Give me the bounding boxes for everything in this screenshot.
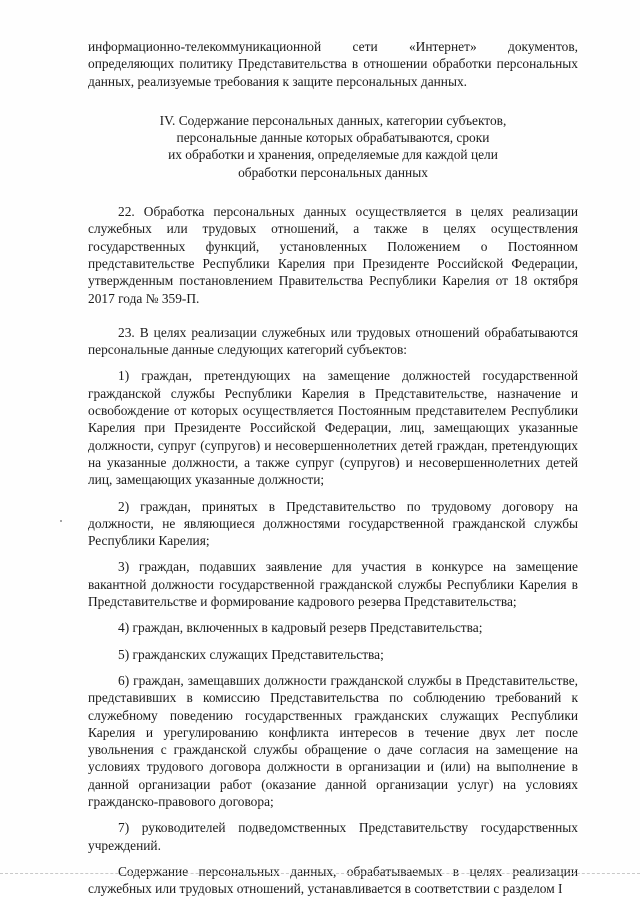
scan-speck: [60, 520, 62, 522]
heading-line: их обработки и хранения, определяемые для каждой цели: [168, 147, 498, 163]
scan-bottom-edge: [0, 873, 640, 874]
section-heading: [108, 112, 558, 181]
list-item: 7) руководителей подведомственных Представительству государственных учреждений.: [88, 820, 578, 853]
closing-paragraph: Содержание персональных данных, обрабатываемых в целях реализации служебных или трудовых отношений, устанавливается в соответствии с разделом I: [88, 863, 578, 897]
intro-paragraph: информационно-телекоммуникационной сети «Интернет» документов, определяющих политику Представительства в отношении обработки персональных данных, реализуемые требования к защите персональных данных.: [88, 39, 578, 89]
list-item: 4) граждан, включенных в кадровый резерв Представительства;: [118, 620, 483, 636]
paragraph-23: 23. В целях реализации служебных или трудовых отношений обрабатываются персональные данные следующих категорий субъектов:: [88, 324, 578, 358]
heading-line: персональные данные которых обрабатываются, сроки: [176, 130, 490, 146]
list-item: 3) граждан, подавших заявление для участия в конкурсе на замещение вакантной должности государственной гражданской службы Республики Карелия в Представительстве и формирование кадрового резерва Представительства;: [88, 559, 578, 610]
heading-line: обработки персональных данных: [238, 164, 428, 180]
list-item: 5) гражданских служащих Представительства;: [118, 646, 384, 662]
list-item: 1) граждан, претендующих на замещение должностей государственной гражданской службы Республики Карелия в Представительстве, назначение и освобождение от которых осуществляется Постоянным представителем Республики Карелия при Президенте Российской Федерации, лиц, замещающих указанные должности, супруг (супругов) и несовершеннолетних детей граждан, претендующих на указанные должности, а также супруг (супругов) и несовершеннолетних детей лиц, замещающих указанные должности;: [88, 368, 578, 488]
subject-category-list: [88, 367, 578, 853]
list-item: 6) граждан, замещавших должности гражданской службы в Представительстве, представивших в комиссию Представительства по соблюдению требований к служебному поведению государственных гражданских служащих Республики Карелия и урегулированию конфликта интересов в течение двух лет после увольнения с гражданской службы обращение о даче согласия на замещение на условиях трудового договора должности в организации и (или) на выполнение в данной организации работ (оказание данной организации услуг) на условиях гражданско-правового договора;: [88, 672, 578, 809]
heading-line: IV. Содержание персональных данных, категории субъектов,: [159, 112, 507, 128]
paragraph-22: 22. Обработка персональных данных осуществляется в целях реализации служебных или трудовых отношений, а также в целях осуществления государственных функций, установленных Положением о Постоянном представительстве Республики Карелия при Президенте Российской Федерации, утвержденным постановлением Правительства Республики Карелия от 18 октября 2017 года № 359-П.: [88, 204, 578, 306]
list-item: 2) граждан, принятых в Представительство по трудовому договору на должности, не являющиеся должностями государственной гражданской службы Республики Карелия;: [88, 498, 578, 549]
